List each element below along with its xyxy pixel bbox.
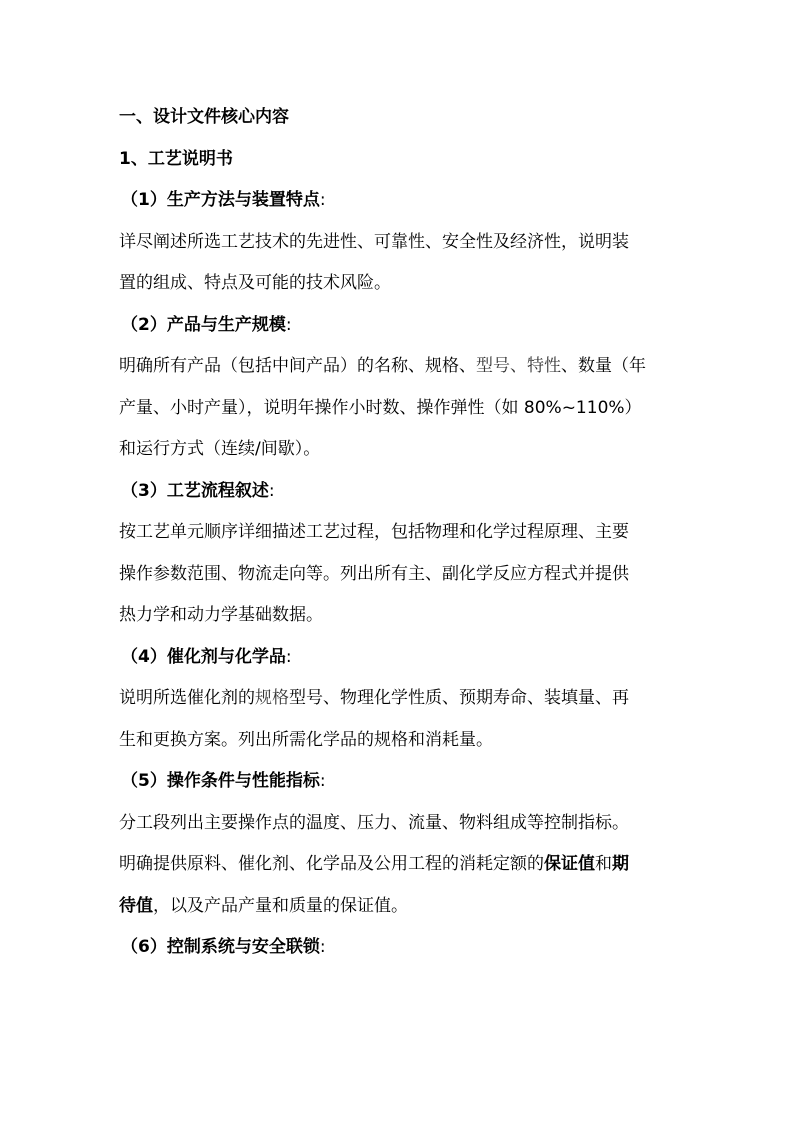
item-colon: : <box>285 314 292 335</box>
text-run-serif: 规格 <box>255 688 289 708</box>
item-title: 产品与生产规模 <box>166 314 286 335</box>
text-run-bold: 保证值 <box>544 854 595 874</box>
item-number: （2） <box>121 314 167 335</box>
document-content <box>119 97 675 969</box>
paragraph-line: 分工段列出主要操作点的温度、压力、流量、物料组成等控制指标。 <box>119 812 629 833</box>
text-run-serif: 型号、特性 <box>476 356 561 376</box>
paragraph-line: 详尽阐述所选工艺技术的先进性、可靠性、安全性及经济性，说明装 <box>119 231 629 252</box>
text-run-bold: 待值 <box>119 895 153 916</box>
item-number: （5） <box>121 771 167 791</box>
paragraph-line: 置的组成、特点及可能的技术风险。 <box>119 273 391 293</box>
text-run: 明确所有产品（包括中间产品）的名称、规格、 <box>119 356 476 376</box>
item-heading-3 <box>121 471 675 513</box>
item-number: （6） <box>121 937 167 957</box>
item-title: 操作条件与性能指标 <box>166 771 320 791</box>
item-heading-5 <box>121 761 675 803</box>
text-run: 说明所选催化剂的 <box>119 688 255 708</box>
text-run: 、数量（年 <box>561 356 646 376</box>
text-run: ，以及产品产量和质量的保证值。 <box>153 895 408 916</box>
paragraph-line: 产量、小时产量），说明年操作小时数、操作弹性（如 80%~110%） <box>119 397 642 418</box>
item-title: 催化剂与化学品 <box>166 646 286 667</box>
item-number: （1） <box>121 190 167 210</box>
paragraph-line <box>119 678 675 720</box>
paragraph-line: 和运行方式（连续/间歇）。 <box>119 439 321 459</box>
paragraph-line <box>119 886 675 928</box>
paragraph-line: 按工艺单元顺序详细描述工艺过程，包括物理和化学过程原理、主要 <box>119 522 629 542</box>
subsection-title: 1、工艺说明书 <box>119 148 233 169</box>
item-title: 控制系统与安全联锁 <box>166 937 320 957</box>
text-run: 和 <box>595 854 612 874</box>
item-heading-2 <box>121 305 675 347</box>
paragraph-line <box>119 346 675 388</box>
text-run: 型号、物理化学性质、预期寿命、装填量、再 <box>289 688 629 708</box>
item-colon: : <box>319 771 326 791</box>
section-title: 一、设计文件核心内容 <box>119 107 289 127</box>
item-colon: : <box>268 480 275 501</box>
paragraph-line: 生和更换方案。列出所需化学品的规格和消耗量。 <box>119 729 493 750</box>
item-number: （4） <box>121 646 167 667</box>
paragraph-line: 操作参数范围、物流走向等。列出所有主、副化学反应方程式并提供 <box>119 563 629 584</box>
item-heading-1 <box>121 180 675 222</box>
text-run-bold: 期 <box>612 854 629 874</box>
item-heading-6 <box>121 927 675 969</box>
item-colon: : <box>319 190 326 210</box>
item-title: 生产方法与装置特点 <box>166 190 320 210</box>
item-colon: : <box>285 646 292 667</box>
item-title: 工艺流程叙述 <box>166 480 269 501</box>
paragraph-line <box>119 844 675 886</box>
text-run: 明确提供原料、催化剂、化学品及公用工程的消耗定额的 <box>119 854 544 874</box>
paragraph-line: 热力学和动力学基础数据。 <box>119 605 323 625</box>
item-colon: : <box>319 937 326 957</box>
item-heading-4 <box>121 637 675 679</box>
item-number: （3） <box>121 480 167 501</box>
